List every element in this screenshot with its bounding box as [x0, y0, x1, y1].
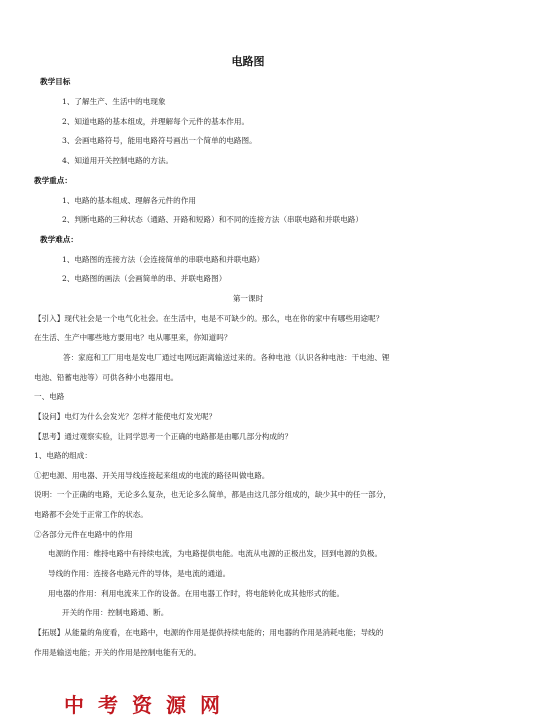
objective-4: 4、知道用开关控制电路的方法。: [62, 156, 174, 165]
role-power-source: 电源的作用：维持电路中有持续电流，为电路提供电能。电流从电源的正极出发，回到电源的负极。: [48, 549, 383, 558]
section-circuit: 一、电路: [34, 392, 65, 401]
lesson-label: 第一课时: [232, 294, 264, 303]
answer-line-2: 电池、铅蓄电池等）可供各种小电器用电。: [34, 373, 179, 382]
components-role-heading: ②各部分元件在电路中的作用: [34, 530, 133, 539]
think-line: 【思考】通过观察实验，让同学思考一个正确的电路都是由哪几部分构成的？: [34, 432, 293, 441]
heading-difficulties: 教学难点：: [40, 235, 78, 244]
key-point-2: 2、判断电路的三种状态（通路、开路和短路）和不同的连接方法（串联电路和并联电路）: [62, 215, 363, 224]
difficulty-1: 1、电路图的连接方法（会连接简单的串联电路和并联电路）: [62, 255, 265, 264]
role-switch: 开关的作用：控制电路通、断。: [62, 608, 169, 617]
question-line: 【设问】电灯为什么会发光？怎样才能使电灯发光呢？: [34, 412, 217, 421]
objective-3: 3、会画电路符号，能用电路符号画出一个简单的电路图。: [62, 136, 257, 145]
heading-objectives: 教学目标: [40, 77, 71, 86]
role-wire: 导线的作用：连接各电路元件的导体，是电流的通道。: [48, 569, 231, 578]
objective-1: 1、了解生产、生活中的电现象: [62, 97, 166, 106]
answer-line-1: 答：家庭和工厂用电是发电厂通过电网远距离输送过来的。各种电池（认识各种电池：干电池、锂: [63, 353, 390, 362]
watermark-logo: 中考资源网: [64, 693, 234, 717]
note-line-2: 电路都不会处于正常工作的状态。: [34, 510, 148, 519]
heading-key-points: 教学重点：: [34, 176, 72, 185]
intro-line-2: 在生活、生产中哪些地方要用电？电从哪里来，你知道吗？: [34, 333, 232, 342]
objective-2: 2、知道电路的基本组成，并理解每个元件的基本作用。: [62, 117, 250, 126]
extension-line-2: 作用是输送电能；开关的作用是控制电能有无的。: [34, 648, 202, 657]
role-appliance: 用电器的作用：利用电流来工作的设备。在用电器工作时，将电能转化成其他形式的能。: [48, 589, 345, 598]
document-title: 电路图: [231, 55, 265, 68]
key-point-1: 1、电路的基本组成、理解各元件的作用: [62, 196, 196, 205]
intro-line-1: 【引入】现代社会是一个电气化社会。在生活中，电是不可缺少的。那么，电在你的家中有哪些用途呢？: [34, 314, 384, 323]
circuit-composition-heading: 1、电路的组成：: [34, 451, 92, 460]
extension-line-1: 【拓展】从能量的角度看，在电路中，电源的作用是提供持续电能的；用电器的作用是消耗电能；导线的: [34, 628, 384, 637]
difficulty-2: 2、电路图的画法（会画简单的串、并联电路图）: [62, 274, 227, 283]
circuit-definition: ①把电源、用电器、开关用导线连接起来组成的电流的路径叫做电路。: [34, 471, 270, 480]
note-line-1: 说明：一个正确的电路，无论多么复杂，也无论多么简单，都是由这几部分组成的，缺少其中的任一部分，: [34, 490, 391, 499]
